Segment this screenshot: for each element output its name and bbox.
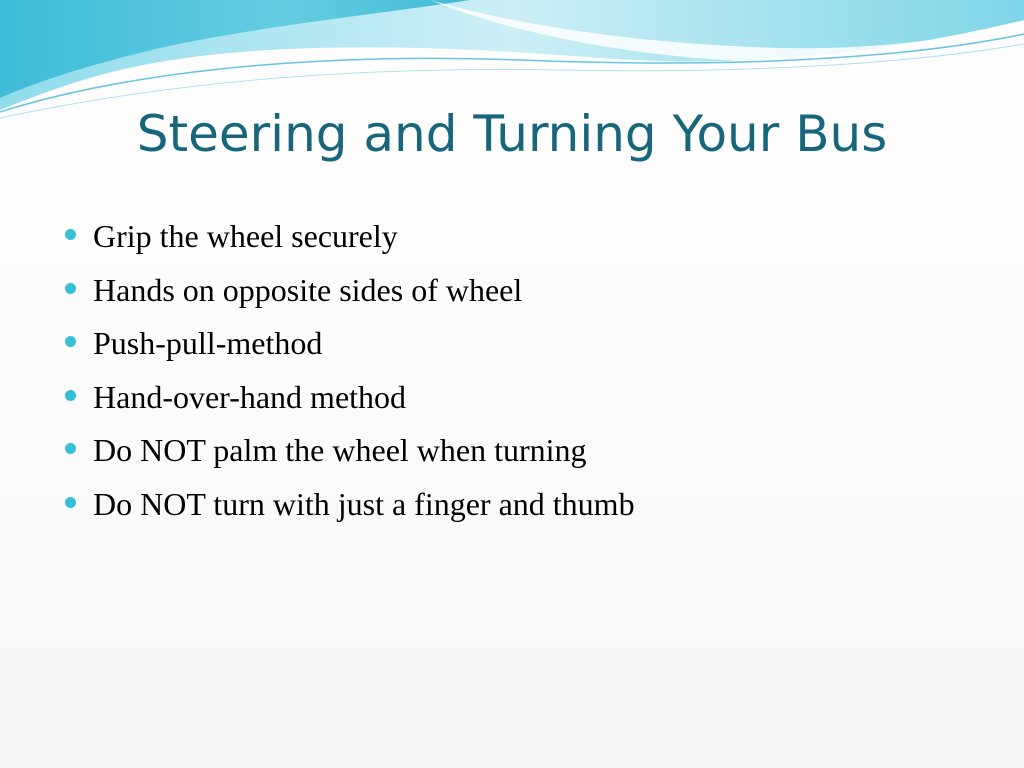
bullet-dot-icon (65, 497, 76, 508)
bullet-text: Grip the wheel securely (93, 218, 398, 254)
bullet-item (60, 379, 960, 433)
bullet-dot-icon (65, 283, 76, 294)
bullet-dot-icon (65, 390, 76, 401)
bullet-text: Do NOT palm the wheel when turning (93, 432, 587, 468)
bullet-text: Push-pull-method (93, 325, 323, 361)
bullet-dot-icon (65, 336, 76, 347)
bullet-text: Hands on opposite sides of wheel (93, 271, 523, 308)
bullet-dot-icon (65, 443, 76, 454)
bullet-item (60, 272, 960, 326)
bullet-dot-icon (65, 229, 76, 240)
bullet-item (60, 325, 960, 379)
bullet-item (60, 432, 960, 486)
bullet-item (60, 218, 960, 272)
bullet-list (60, 218, 960, 539)
bullet-text: Hand-over-hand method (93, 378, 407, 415)
slide-title: Steering and Turning Your Bus (136, 105, 888, 163)
bullet-item (60, 486, 960, 540)
bullet-text: Do NOT turn with just a finger and thumb (93, 485, 635, 522)
